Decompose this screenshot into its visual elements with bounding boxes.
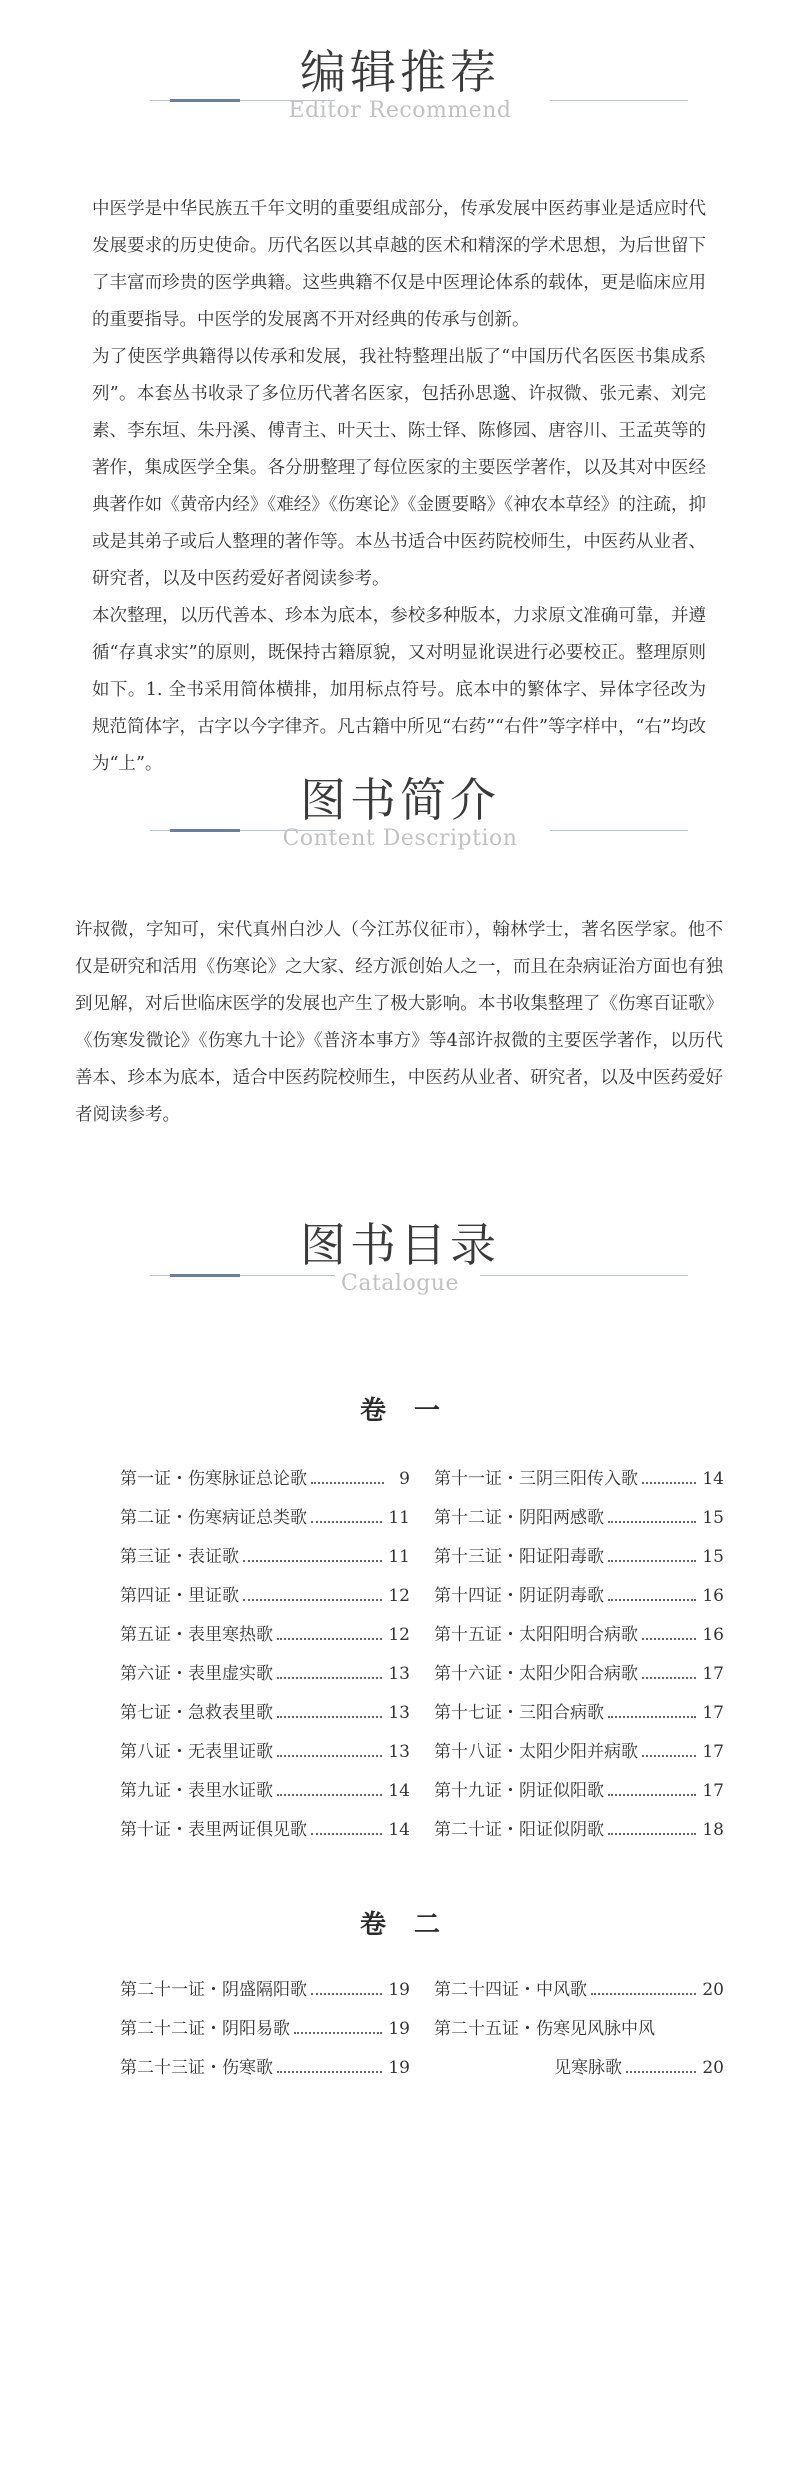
editor-paragraph: 本次整理，以历代善本、珍本为底本，参校多种版本，力求原文准确可靠，并遵循“存真求实”的原则，既保持古籍原貌，又对明显讹误进行必要校正。整理原则如下。1. 全书采用简体横排，加用标点符号。底本中的繁体字、异体字径改为规范简体字，古字以今字律齐。凡古籍中所见“右药”“右件”等字样中，“右”均改为“上”。 — [92, 606, 706, 774]
catalogue-section-header — [0, 1217, 800, 1307]
toc-column-left — [120, 1975, 410, 2092]
toc-item-continued[interactable]: 见寒脉歌 20 — [554, 2058, 724, 2078]
toc-item[interactable]: 第九证・表里水证歌 14 — [120, 1781, 410, 1801]
editor-section-subtitle: Editor Recommend — [288, 98, 512, 123]
content-section-header — [0, 772, 800, 862]
toc-item[interactable]: 第十二证・阴阳两感歌 15 — [434, 1508, 724, 1528]
toc-item[interactable]: 第五证・表里寒热歌 12 — [120, 1625, 410, 1645]
toc-item[interactable]: 第十三证・阳证阳毒歌 15 — [434, 1547, 724, 1567]
content-text — [75, 912, 723, 1134]
toc-column-right — [434, 1975, 724, 2092]
toc-item[interactable]: 第十证・表里两证俱见歌 14 — [120, 1820, 410, 1840]
toc-item[interactable]: 第十一证・三阴三阳传入歌 14 — [434, 1469, 724, 1489]
toc-item[interactable]: 第十六证・太阳少阳合病歌 17 — [434, 1664, 724, 1684]
catalogue-section-subtitle: Catalogue — [341, 1271, 459, 1296]
content-paragraph: 许叔微，字知可，宋代真州白沙人（今江苏仪征市），翰林学士，著名医学家。他不仅是研究和活用《伤寒论》之大家、经方派创始人之一，而且在杂病证治方面也有独到见解，对后世临床医学的发展也产生了极大影响。本书收集整理了《伤寒百证歌》《伤寒发微论》《伤寒九十论》《普济本事方》等4部许叔微的主要医学著作，以历代善本、珍本为底本，适合中医药院校师生，中医药从业者、研究者，以及中医药爱好者阅读参考。 — [75, 920, 723, 1125]
toc-item[interactable]: 第八证・无表里证歌 13 — [120, 1742, 410, 1762]
editor-paragraph: 为了使医学典籍得以传承和发展，我社特整理出版了“中国历代名医医书集成系列”。本套丛书收录了多位历代著名医家，包括孙思邈、许叔微、张元素、刘完素、李东垣、朱丹溪、傅青主、叶天士、陈士铎、陈修园、唐容川、王孟英等的著作，集成医学全集。各分册整理了每位医家的主要医学著作，以及其对中医经典著作如《黄帝内经》《难经》《伤寒论》《金匮要略》《神农本草经》的注疏，抑或是其弟子或后人整理的著作等。本丛书适合中医药院校师生，中医药从业者、研究者，以及中医药爱好者阅读参考。 — [92, 347, 706, 589]
toc-item[interactable]: 第二十证・阳证似阴歌 18 — [434, 1820, 724, 1840]
toc-item[interactable]: 第十九证・阴证似阳歌 17 — [434, 1781, 724, 1801]
content-section-subtitle: Content Description — [282, 826, 518, 851]
toc-item[interactable]: 第十八证・太阳少阳并病歌 17 — [434, 1742, 724, 1762]
editor-section-header — [0, 44, 800, 134]
toc-item[interactable]: 第十五证・太阳阳明合病歌 16 — [434, 1625, 724, 1645]
toc-item[interactable]: 第二十二证・阴阳易歌 19 — [120, 2019, 410, 2039]
editor-section-title: 编辑推荐 — [300, 45, 500, 99]
toc-item[interactable]: 第四证・里证歌 12 — [120, 1586, 410, 1606]
toc-item[interactable]: 第十四证・阴证阴毒歌 16 — [434, 1586, 724, 1606]
toc-item[interactable]: 第二十五证・伤寒见风脉中风 — [434, 2019, 655, 2039]
toc-column-right — [434, 1464, 724, 1854]
toc-item[interactable]: 第二十一证・阴盛隔阳歌 19 — [120, 1980, 410, 2000]
toc-item[interactable]: 第二十四证・中风歌 20 — [434, 1980, 724, 2000]
volume-title: 卷二 — [359, 1910, 468, 1940]
toc-item[interactable]: 第六证・表里虚实歌 13 — [120, 1664, 410, 1684]
toc-item[interactable]: 第一证・伤寒脉证总论歌 9 — [120, 1469, 410, 1489]
editor-text — [92, 191, 706, 783]
toc-item[interactable]: 第十七证・三阳合病歌 17 — [434, 1703, 724, 1723]
toc-column-left — [120, 1464, 410, 1854]
catalogue-section-title: 图书目录 — [300, 1218, 500, 1272]
toc-item[interactable]: 第三证・表证歌 11 — [120, 1547, 410, 1567]
volume-title: 卷一 — [359, 1396, 468, 1426]
editor-paragraph: 中医学是中华民族五千年文明的重要组成部分，传承发展中医药事业是适应时代发展要求的历史使命。历代名医以其卓越的医术和精深的学术思想，为后世留下了丰富而珍贵的医学典籍。这些典籍不仅是中医理论体系的载体，更是临床应用的重要指导。中医学的发展离不开对经典的传承与创新。 — [92, 199, 706, 330]
toc-item[interactable]: 第二证・伤寒病证总类歌 11 — [120, 1508, 410, 1528]
content-section-title: 图书简介 — [300, 773, 500, 827]
toc-item[interactable]: 第二十三证・伤寒歌 19 — [120, 2058, 410, 2078]
toc-item[interactable]: 第七证・急救表里歌 13 — [120, 1703, 410, 1723]
